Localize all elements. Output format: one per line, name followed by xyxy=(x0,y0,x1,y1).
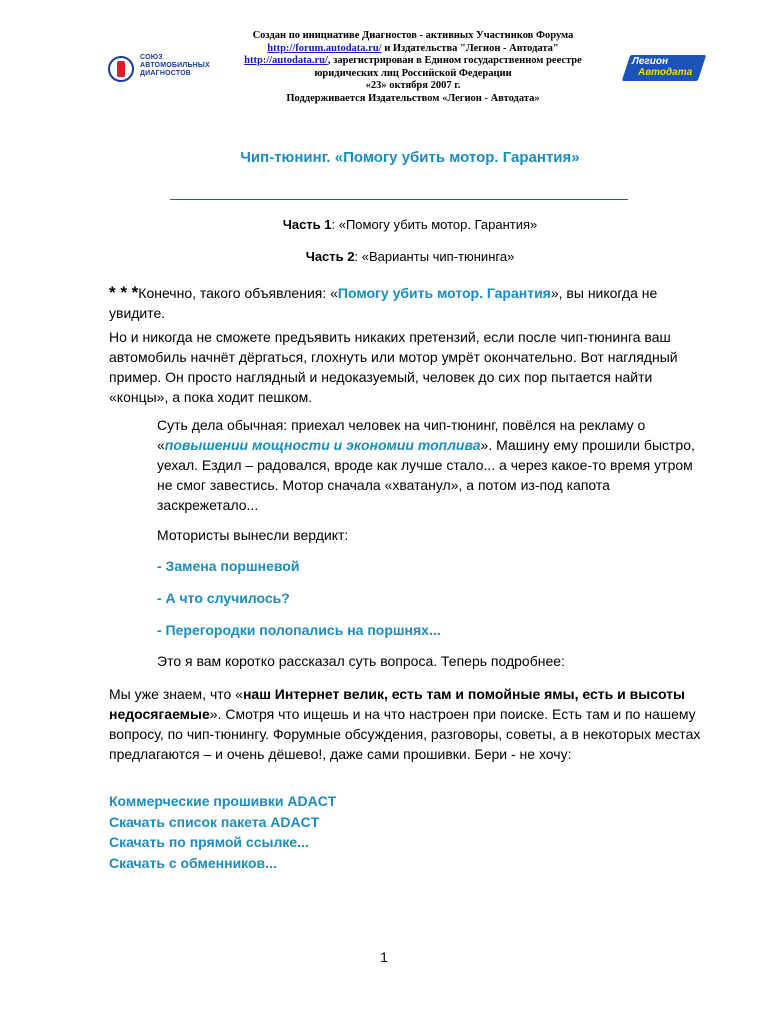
header-line-2: http://forum.autodata.ru/ и Издательства "Легион - Автодата" xyxy=(267,42,559,54)
header-line-5: «23» октября 2007 г. xyxy=(365,80,461,91)
header-line-6: Поддерживается Издательством «Легион - Автодата» xyxy=(286,92,540,104)
union-logo-text: СОЮЗ АВТОМОБИЛЬНЫХ ДИАГНОСТОВ xyxy=(140,54,210,77)
intro-paragraph-2: Но и никогда не сможете предъявить никаких претензий, если после чип-тюнинга ваш автомобиль начнёт дёргаться, глохнуть или мотор умрёт окончательно. Вот наглядный пример. Он просто наглядный и недоказуемый, человек до сих пор пытается найти «концы», а пока ходит пешком. xyxy=(109,329,678,405)
link-mirror-download[interactable]: Скачать с обменников... xyxy=(109,854,277,871)
link-package-list[interactable]: Скачать список пакета ADACT xyxy=(109,813,320,830)
legion-autodata-logo: Легион Автодата xyxy=(626,55,702,81)
page-title: Чип-тюнинг. «Помогу убить мотор. Гарантия» xyxy=(240,149,580,166)
intro-link[interactable]: Помогу убить мотор. Гарантия xyxy=(337,285,551,301)
page-number: 1 xyxy=(380,949,388,965)
internet-paragraph: Мы уже знаем, что «наш Интернет велик, есть там и помойные ямы, есть и высоты недосягаемые». Смотря что ищешь и на что настроен при поиске. Есть там и по нашему вопросу, по чип-тюнингу. Форумные обсуждения, разговоры, советы, а в некоторых местах предлагаются – и очень дёшево!, даже сами прошивки. Бери - не хочу: xyxy=(109,686,701,762)
header-line-1: Создан по инициативе Диагностов - активных Участников Форума xyxy=(252,30,574,41)
site-link[interactable]: http://autodata.ru/ xyxy=(244,55,328,66)
story-paragraph: Суть дела обычная: приехал человек на чип-тюнинг, повёлся на рекламу о «повышении мощности и экономии топлива». Машину ему прошили быстро, уехал. Ездил – радовался, вроде как лучше стало... а через какое-то время утром не смог завестись. Мотор сначала «хватанул», а потом из-под капота заскрежетало... xyxy=(157,417,695,513)
part-2-link[interactable]: Часть 2: «Варианты чип-тюнинга» xyxy=(305,249,515,264)
link-commercial-firmware[interactable]: Коммерческие прошивки ADACT xyxy=(109,793,337,809)
dialog-line-1: - Замена поршневой xyxy=(157,558,300,574)
verdict-text: Мотористы вынесли вердикт: xyxy=(157,527,349,543)
forum-link[interactable]: http://forum.autodata.ru/ xyxy=(267,42,382,54)
dialog-line-3: - Перегородки полопались на поршнях... xyxy=(157,622,441,638)
header-line-3: http://autodata.ru/, зарегистрирован в Едином государственном реестре xyxy=(244,55,582,66)
short-summary-text: Это я вам коротко рассказал суть вопроса. Теперь подробнее: xyxy=(157,653,565,669)
part-1-link[interactable]: Часть 1: «Помогу убить мотор. Гарантия» xyxy=(282,217,538,232)
title-divider xyxy=(170,199,628,200)
section-stars: * * * xyxy=(109,283,139,302)
union-logo-emblem-icon xyxy=(108,56,134,82)
download-links xyxy=(109,791,509,873)
link-direct-download[interactable]: Скачать по прямой ссылке... xyxy=(109,834,309,850)
union-logo xyxy=(108,52,210,86)
header-line-4: юридических лиц Российской Федерации xyxy=(314,67,512,79)
story-link[interactable]: повышении мощности и экономии топлива xyxy=(164,437,481,453)
intro-paragraph: * * *Конечно, такого объявления: «Помогу убить мотор. Гарантия», вы никогда не увидите. xyxy=(109,283,658,321)
dialog-line-2: - А что случилось? xyxy=(157,590,290,606)
header-info xyxy=(218,30,608,105)
